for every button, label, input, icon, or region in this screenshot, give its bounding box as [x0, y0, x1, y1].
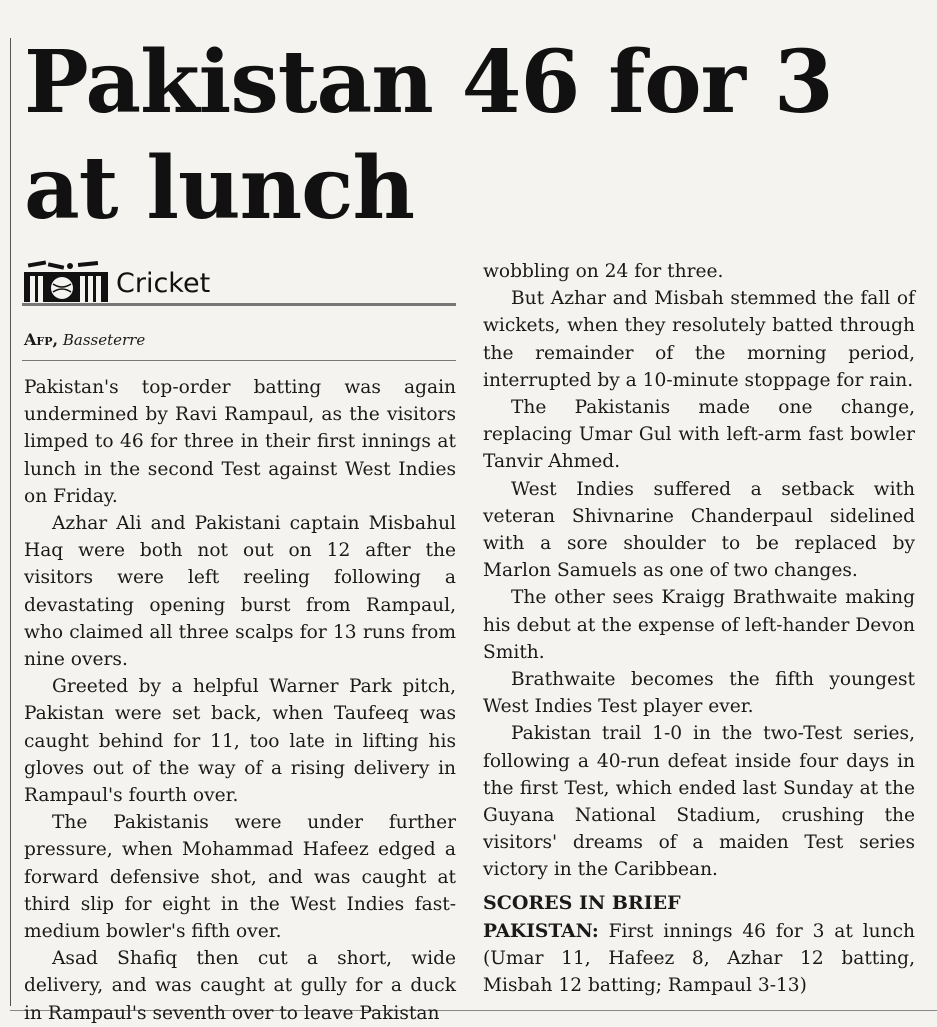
paragraph: West Indies suffered a setback with veteran Shivnarine Chanderpaul sidelined with a sore shoulder to be replaced by Marlon Samuels as one of two changes. — [483, 478, 915, 582]
byline — [24, 330, 145, 349]
paragraph: Asad Shafiq then cut a short, wide delivery, and was caught at gully for a duck in Rampaul's seventh over to leave Pakistan — [24, 948, 456, 1024]
headline: Pakistan 46 for 3 at lunch — [24, 32, 833, 239]
article-column-2 — [483, 258, 915, 999]
paragraph: Pakistan's top-order batting was again undermined by Ravi Rampaul, as the visitors limped to 46 for three in their first innings at lunch in the second Test against West Indies on Friday. — [24, 377, 456, 507]
scores-text: First innings 46 for 3 at lunch (Umar 11, Hafeez 8, Azhar 12 batting, Misbah 12 batting; Rampaul 3-13) — [483, 920, 915, 997]
cricket-stumps-ball-icon — [22, 260, 110, 302]
paragraph: The Pakistanis made one change, replacing Umar Gul with left-arm fast bowler Tanvir Ahmed. — [483, 397, 915, 473]
paragraph: But Azhar and Misbah stemmed the fall of wickets, when they resolutely batted through the remainder of the morning period, interrupted by a 10-minute stoppage for rain. — [483, 288, 915, 391]
paragraph: Greeted by a helpful Warner Park pitch, Pakistan were set back, when Taufeeq was caught behind for 11, too late in lifting his gloves out of the way of a rising delivery in Rampaul's fourth over. — [24, 676, 456, 807]
page-left-rule — [10, 38, 11, 1006]
byline-agency: Afp, — [24, 330, 59, 349]
section-rule — [22, 303, 456, 306]
byline-rule — [22, 360, 456, 361]
section-label: Cricket — [116, 268, 211, 299]
paragraph: Pakistan trail 1-0 in the two-Test series, following a 40-run defeat inside four days in the first Test, which ended last Sunday at the Guyana National Stadium, crushing the visitors' dreams of a maiden Test series victory in the Caribbean. — [483, 723, 915, 881]
paragraph: Brathwaite becomes the fifth youngest West Indies Test player ever. — [483, 669, 915, 718]
paragraph: The other sees Kraigg Brathwaite making his debut at the expense of left-hander Devon Smith. — [483, 587, 915, 663]
paragraph: Azhar Ali and Pakistani captain Misbahul Haq were both not out on 12 after the visitors were left reeling following a devastating opening burst from Rampaul, who claimed all three scalps for 13 runs from nine overs. — [24, 513, 456, 671]
article-column-1 — [24, 374, 456, 1027]
paragraph: The Pakistanis were under further pressure, when Mohammad Hafeez edged a forward defensive shot, and was caught at third slip for eight in the West Indies fast-medium bowler's fifth over. — [24, 812, 456, 943]
byline-place: Basseterre — [62, 331, 146, 349]
scores-summary — [483, 918, 915, 1000]
section-header — [22, 258, 456, 306]
paragraph: wobbling on 24 for three. — [483, 261, 724, 282]
scores-team: PAKISTAN: — [483, 920, 599, 942]
scores-title: SCORES IN BRIEF — [483, 891, 681, 914]
